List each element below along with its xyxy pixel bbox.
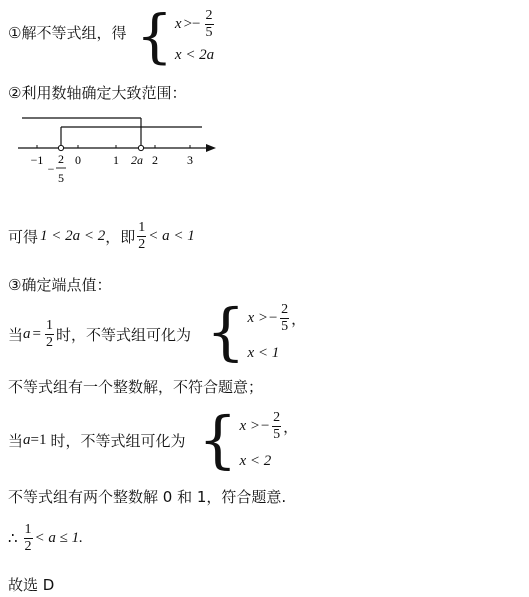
result1-line (8, 220, 195, 253)
step2-label: ②利用数轴确定大致范围： (8, 84, 187, 102)
answer: 故选 D (8, 576, 55, 594)
number-line (0, 108, 529, 198)
case1-conclusion-line (8, 376, 263, 397)
step2-line (8, 82, 186, 103)
frac-numerator: 2 (58, 152, 64, 166)
result1-frac (137, 220, 146, 253)
open-point (138, 145, 143, 150)
tick-label: 3 (187, 153, 193, 167)
step3-label: ③确定端点值： (8, 276, 112, 294)
frac-denominator: 2 (138, 237, 146, 252)
case1-row1-frac (280, 302, 289, 335)
case1-system (206, 295, 307, 368)
left-brace-icon: { (206, 295, 246, 368)
answer-line (8, 574, 54, 595)
frac-numerator: 2 (281, 302, 289, 317)
case1-row1-lhs: x >− (247, 310, 279, 326)
case2-suffix: 时，不等式组可化为 (50, 432, 186, 450)
case2-line (8, 430, 186, 451)
frac-sign: − (47, 162, 55, 176)
frac-denominator: 5 (281, 319, 289, 334)
therefore-symbol: ∴ (8, 531, 18, 547)
case2-row2: x < 2 (239, 453, 272, 469)
case1-line (8, 318, 191, 351)
case1-prefix: 当 (8, 326, 24, 344)
step1-row1-lhs: x (174, 16, 182, 32)
case2-eq: =1 (30, 432, 47, 448)
tick-label: 0 (75, 153, 81, 167)
therefore-line (8, 522, 83, 555)
therefore-tail: < a ≤ 1. (34, 530, 83, 546)
frac-numerator: 1 (45, 318, 53, 333)
case1-suffix: 时，不等式组可化为 (55, 326, 191, 344)
case2-conclusion: 不等式组有两个整数解 0 和 1，符合题意. (8, 488, 287, 506)
left-brace-icon: { (136, 2, 173, 70)
frac-denominator: 5 (58, 171, 64, 185)
step1-system (136, 2, 216, 70)
step1-row1-frac (205, 8, 214, 41)
frac-numerator: 2 (205, 8, 213, 23)
therefore-frac (24, 522, 33, 555)
step1-row2: x < 2a (174, 47, 215, 63)
open-point (58, 145, 63, 150)
case1-eq: = (32, 326, 41, 342)
case2-row1-lhs: x >− (239, 418, 271, 434)
step3-line (8, 274, 111, 295)
case2-row1-tail: ， (283, 418, 299, 436)
frac-numerator: 1 (24, 522, 32, 537)
case1-row1-tail: ， (291, 310, 307, 328)
case1-frac (45, 318, 54, 351)
result1-prefix: 可得 (8, 228, 39, 246)
step1-row1-op: >− (183, 16, 201, 32)
frac-denominator: 5 (273, 427, 281, 442)
case1-conclusion: 不等式组有一个整数解，不符合题意； (8, 378, 264, 396)
arrow-icon (206, 144, 216, 152)
left-brace-icon: { (198, 403, 238, 476)
tick-label: 2 (152, 153, 158, 167)
frac-denominator: 5 (205, 25, 213, 40)
point-label: 2a (131, 153, 143, 167)
case1-var: a (23, 326, 31, 342)
frac-denominator: 2 (45, 335, 53, 350)
result1-tail: < a < 1 (148, 228, 195, 244)
result1-ineq: 1 < 2a < 2 (40, 228, 106, 244)
frac-numerator: 1 (138, 220, 146, 235)
step1-line (8, 22, 126, 43)
case2-conclusion-line (8, 486, 286, 507)
case2-system (198, 403, 299, 476)
case2-prefix: 当 (8, 432, 24, 450)
tick-label: 1 (113, 153, 119, 167)
case2-row1-frac (272, 410, 281, 443)
case1-row2: x < 1 (247, 345, 280, 361)
frac-denominator: 2 (24, 539, 32, 554)
frac-numerator: 2 (273, 410, 281, 425)
step1-label: ①解不等式组，得 (8, 24, 127, 42)
case2-var: a (23, 432, 31, 448)
tick-label: −1 (30, 153, 44, 167)
result1-sep: ，即 (105, 228, 136, 246)
